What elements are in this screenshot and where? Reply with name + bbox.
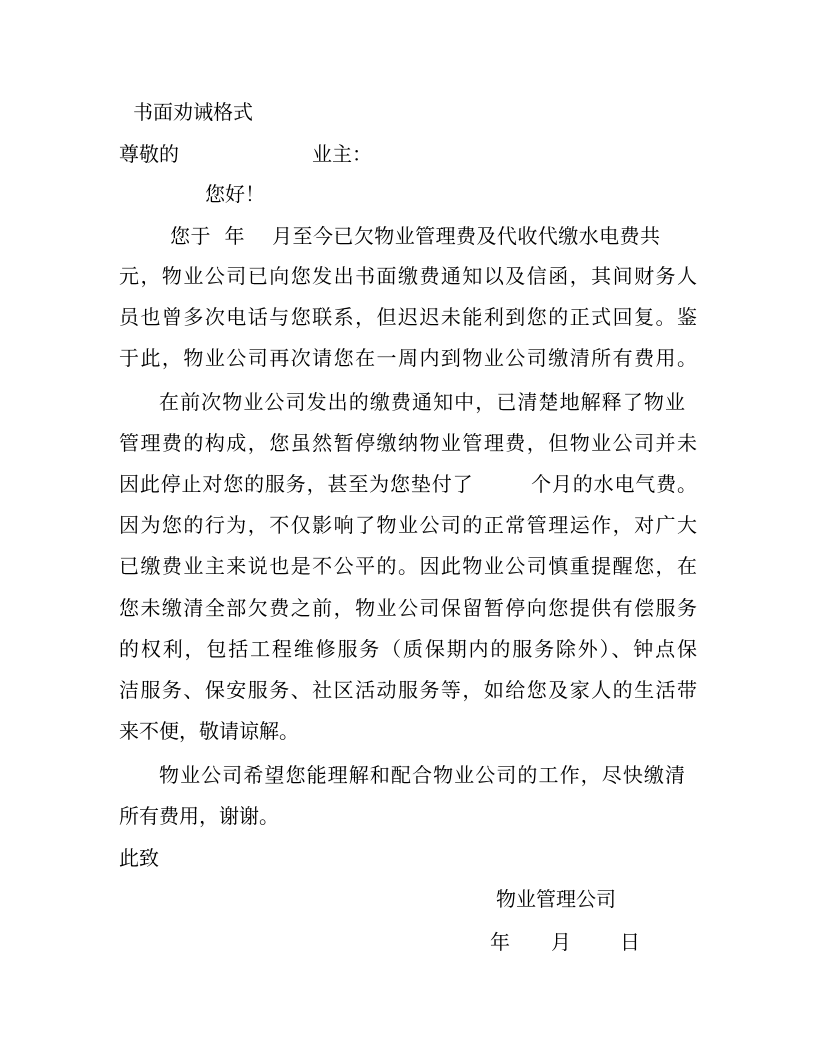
closing-phrase: 此致 xyxy=(119,846,159,870)
date-day: 日 xyxy=(620,930,640,954)
document-title: 书面劝诫格式 xyxy=(133,100,253,124)
paragraph-line: 您未缴清全部欠费之前，物业公司保留暂停向您提供有偿服务 xyxy=(119,596,697,620)
paragraph-line: 在前次物业公司发出的缴费通知中，已清楚地解释了物业 xyxy=(159,390,685,414)
paragraph-line: 管理费的构成，您虽然暂停缴纳物业管理费，但物业公司并未 xyxy=(119,431,697,455)
paragraph-line: 员也曾多次电话与您联系，但迟迟未能利到您的正式回复。鉴 xyxy=(119,305,697,329)
paragraph-line: 来不便，敬请谅解。 xyxy=(119,719,299,743)
salutation-prefix: 尊敬的 xyxy=(119,142,179,166)
paragraph-line: 所有费用，谢谢。 xyxy=(119,804,279,828)
date-month: 月 xyxy=(551,930,571,954)
paragraph-line: 的权利，包括工程维修服务（质保期内的服务除外）、钟点保 xyxy=(119,637,697,661)
paragraph-line: 物业公司希望您能理解和配合物业公司的工作，尽快缴清 xyxy=(159,763,685,787)
paragraph-line: 因为您的行为，不仅影响了物业公司的正常管理运作，对广大 xyxy=(119,513,697,537)
paragraph-line: 已缴费业主来说也是不公平的。因此物业公司慎重提醒您，在 xyxy=(119,554,697,578)
salutation-suffix: 业主： xyxy=(312,142,372,166)
paragraph-line: 因此停止对您的服务，甚至为您垫付了 个月的水电气费。 xyxy=(119,472,697,496)
paragraph-line: 于此，物业公司再次请您在一周内到物业公司缴清所有费用。 xyxy=(119,346,697,370)
paragraph-line: 洁服务、保安服务、社区活动服务等，如给您及家人的生活带 xyxy=(119,678,697,702)
greeting: 您好！ xyxy=(205,182,265,206)
paragraph-line: 您于 年 月至今已欠物业管理费及代收代缴水电费共 xyxy=(170,224,660,248)
signature: 物业管理公司 xyxy=(496,887,616,911)
date-year: 年 xyxy=(490,930,510,954)
paragraph-line: 元，物业公司已向您发出书面缴费通知以及信函，其间财务人 xyxy=(119,264,697,288)
